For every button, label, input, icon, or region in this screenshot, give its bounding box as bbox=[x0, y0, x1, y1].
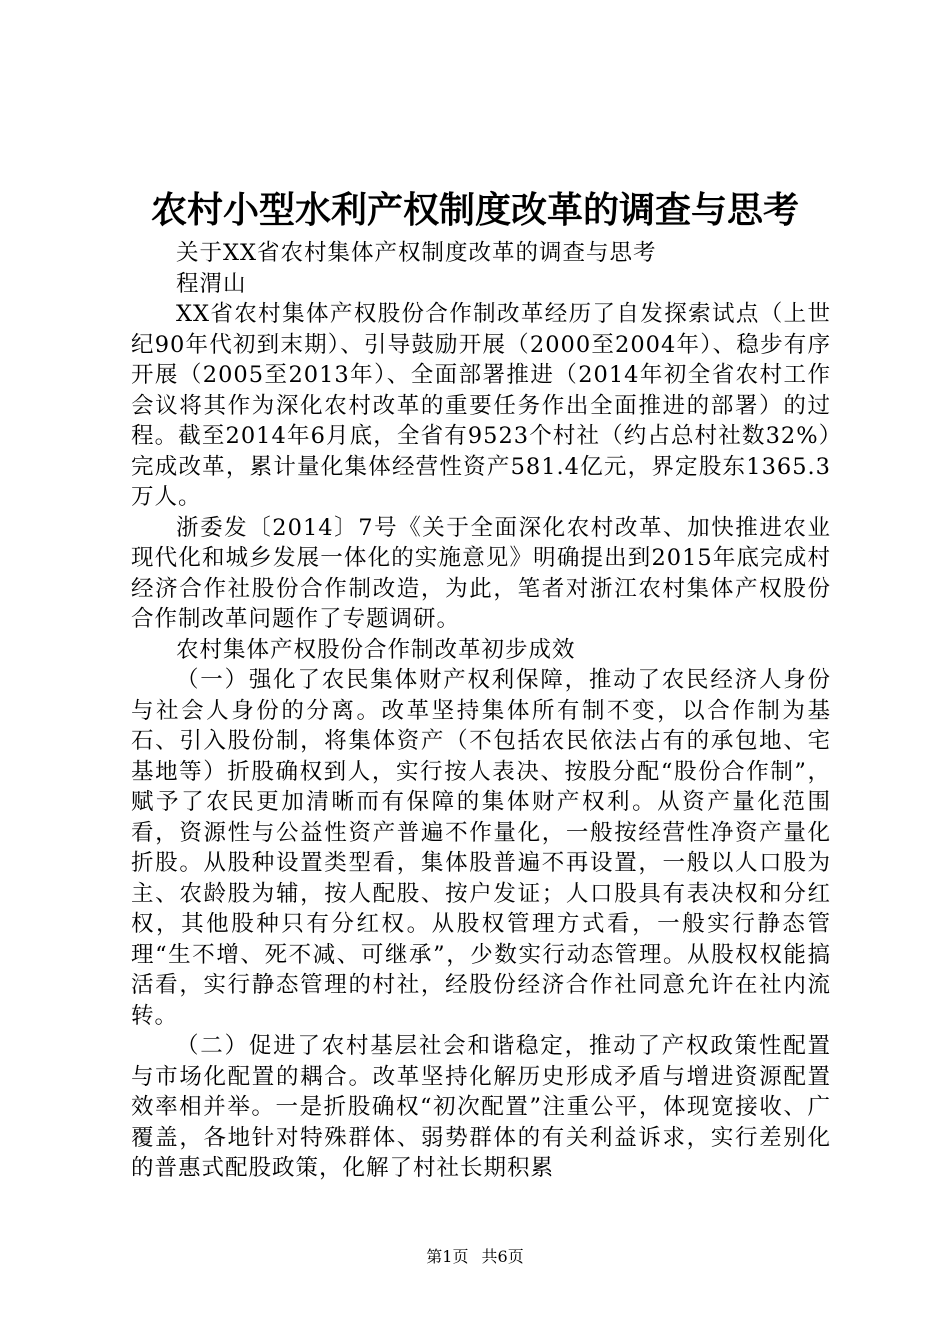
paragraph-3: （一）强化了农民集体财产权利保障，推动了农民经济人身份与社会人身份的分离。改革坚持集体所有制不变，以合作制为基石、引入股份制，将集体资产（不包括农民依法占有的承包地、宅基地等）折股确权到人，实行按人表决、按股分配“股份合作制”，赋予了农民更加清晰而有保障的集体财产权利。从资产量化范围看，资源性与公益性资产普遍不作量化，一般按经营性净资产量化折股。从股种设置类型看，集体股普遍不再设置，一般以人口股为主、农龄股为辅，按人配股、按户发证；人口股具有表决权和分红权，其他股种只有分红权。从股权管理方式看，一般实行静态管理“生不增、死不减、可继承”，少数实行动态管理。从股权权能搞活看，实行静态管理的村社，经股份经济合作社同意允许在社内流转。 bbox=[131, 667, 831, 1029]
page-footer bbox=[0, 1247, 950, 1267]
paragraph-4: （二）促进了农村基层社会和谐稳定，推动了产权政策性配置与市场化配置的耦合。改革坚持化解历史形成矛盾与增进资源配置效率相并举。一是折股确权“初次配置”注重公平，体现宽接收、广覆盖，各地针对特殊群体、弱势群体的有关利益诉求，实行差别化的普惠式配股政策，化解了村社长期积累 bbox=[131, 1033, 831, 1181]
page-total: 共6页 bbox=[481, 1247, 524, 1266]
document-body bbox=[131, 238, 831, 1184]
document-author: 程渭山 bbox=[176, 270, 247, 297]
document-title: 农村小型水利产权制度改革的调查与思考 bbox=[150, 189, 799, 231]
paragraph-2: 浙委发〔2014〕7号《关于全面深化农村改革、加快推进农业现代化和城乡发展一体化的实施意见》明确提出到2015年底完成村经济合作社股份合作制改造，为此，笔者对浙江农村集体产权股份合作制改革问题作了专题调研。 bbox=[131, 514, 831, 632]
document-subtitle: 关于XX省农村集体产权制度改革的调查与思考 bbox=[176, 240, 657, 266]
section-heading: 农村集体产权股份合作制改革初步成效 bbox=[176, 636, 576, 663]
paragraph-1: XX省农村集体产权股份合作制改革经历了自发探索试点（上世纪90年代初到末期）、引导鼓励开展（2000至2004年）、稳步有序开展（2005至2013年）、全面部署推进（2014年初全省农村工作会议将其作为深化农村改革的重要任务作出全面推进的部署）的过程。截至2014年6月底，全省有9523个村社（约占总村社数32%）完成改革，累计量化集体经营性资产581.4亿元，界定股东1365.3万人。 bbox=[131, 301, 831, 510]
page-number: 第1页 bbox=[426, 1247, 469, 1266]
